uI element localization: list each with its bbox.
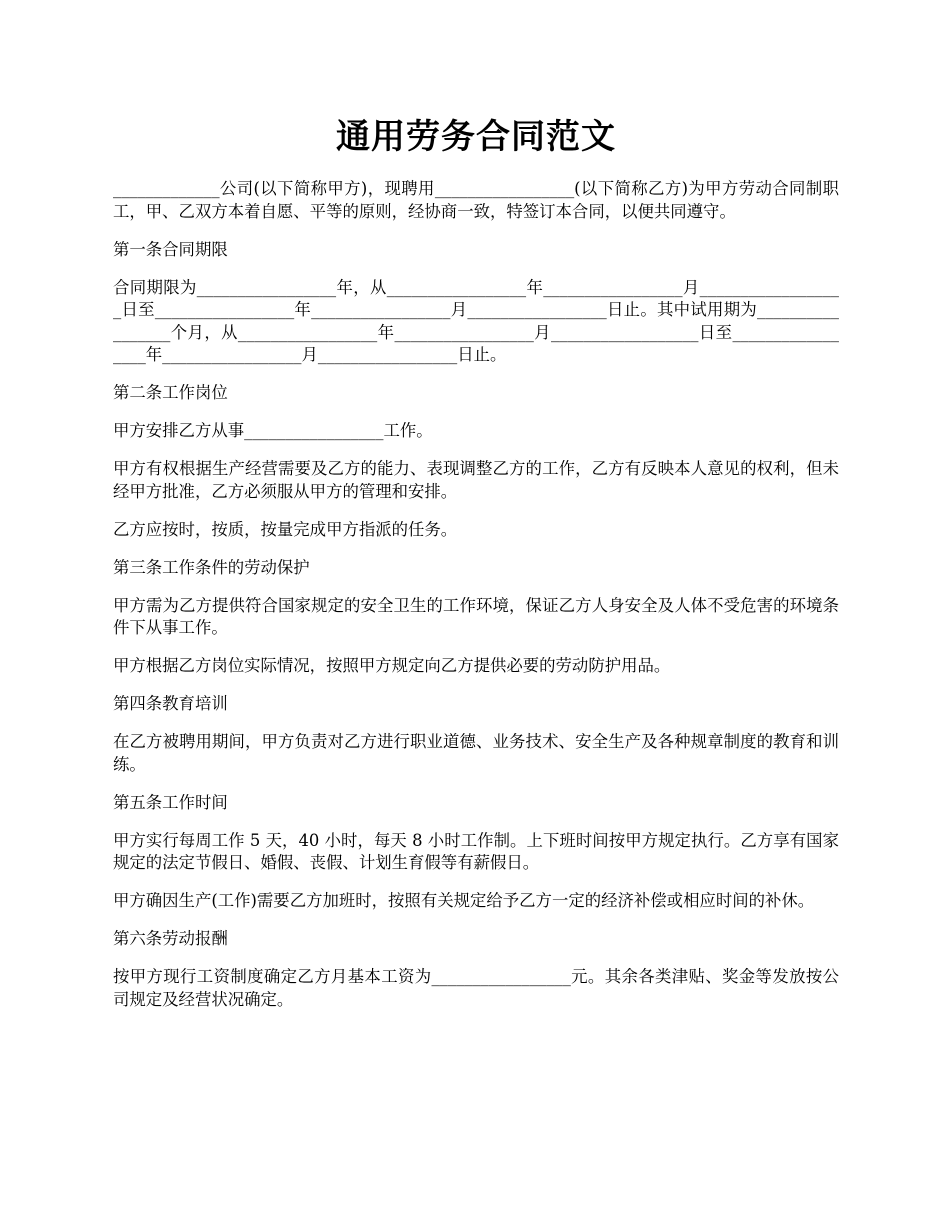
intro-paragraph: _____________公司(以下简称甲方)，现聘用_________________(以下简称乙方)为甲方劳动合同制职工，甲、乙双方本着自愿、平等的原则，经协商一致，特签订本合同，以便共同遵守。 xyxy=(113,179,839,221)
overtime-paragraph: 甲方确因生产(工作)需要乙方加班时，按照有关规定给予乙方一定的经济补偿或相应时间的补休。 xyxy=(113,891,815,910)
training-paragraph: 在乙方被聘用期间，甲方负责对乙方进行职业道德、业务技术、安全生产及各种规章制度的教育和训练。 xyxy=(113,732,839,774)
document-title: 通用劳务合同范文 xyxy=(336,117,616,157)
document-page xyxy=(113,112,839,1027)
task-paragraph: 乙方应按时，按质，按量完成甲方指派的任务。 xyxy=(113,519,458,539)
section-heading-protection: 第三条工作条件的劳动保护 xyxy=(113,557,310,577)
term-paragraph: 合同期限为_________________年，从_________________年_________________月__________________日至_________________年_________________月_________________日止。其中试用期为_________________个月，从_________________年_________________月__________________日至_________________年_________________月_________________日止。 xyxy=(113,277,839,364)
section-heading-training: 第四条教育培训 xyxy=(113,694,228,713)
section-heading-hours: 第五条工作时间 xyxy=(113,792,228,812)
section-heading-pay: 第六条劳动报酬 xyxy=(113,929,228,948)
position-adjust-paragraph: 甲方有权根据生产经营需要及乙方的能力、表现调整乙方的工作，乙方有反映本人意见的权利，但未经甲方批准，乙方必须服从甲方的管理和安排。 xyxy=(113,459,839,501)
section-heading-term: 第一条合同期限 xyxy=(113,239,228,259)
protective-gear-paragraph: 甲方根据乙方岗位实际情况，按照甲方规定向乙方提供必要的劳动防护用品。 xyxy=(113,656,671,675)
pay-paragraph: 按甲方现行工资制度确定乙方月基本工资为_________________元。其余各类津贴、奖金等发放按公司规定及经营状况确定。 xyxy=(113,967,839,1009)
position-paragraph: 甲方安排乙方从事_________________工作。 xyxy=(113,421,433,440)
section-heading-position: 第二条工作岗位 xyxy=(113,383,228,402)
hours-paragraph: 甲方实行每周工作 5 天，40 小时，每天 8 小时工作制。上下班时间按甲方规定执行。乙方享有国家规定的法定节假日、婚假、丧假、计划生育假等有薪假日。 xyxy=(113,830,839,872)
environment-paragraph: 甲方需为乙方提供符合国家规定的安全卫生的工作环境，保证乙方人身安全及人体不受危害的环境条件下从事工作。 xyxy=(113,595,839,637)
